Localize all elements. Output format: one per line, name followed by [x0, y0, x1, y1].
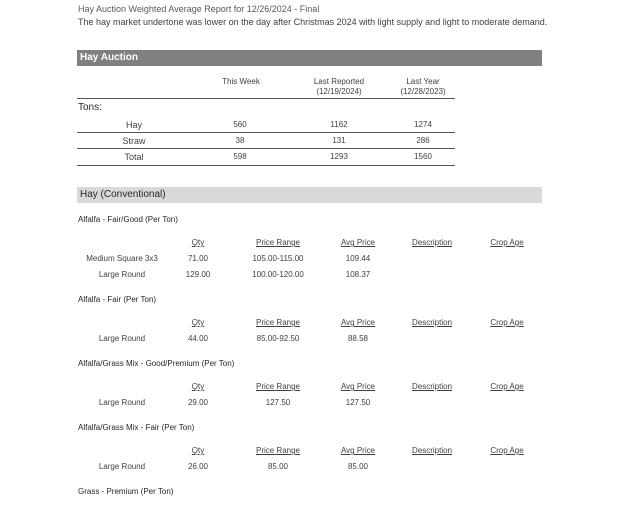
col-last-reported-label: Last Reported [313, 77, 365, 86]
item-type: Large Round [98, 462, 146, 471]
category-title: Alfalfa - Fair (Per Ton) [78, 295, 157, 304]
category-title: Alfalfa/Grass Mix - Good/Premium (Per Ton) [78, 359, 235, 368]
table-top-rule [77, 98, 455, 99]
straw-this-week: 38 [235, 136, 245, 145]
item-avg-price: 85.00 [347, 462, 369, 471]
avg-price-header: Avg Price [340, 382, 376, 391]
item-type: Medium Square 3x3 [86, 254, 158, 263]
price-range-header: Price Range [255, 318, 301, 327]
item-price-range: 85.00-92.50 [256, 334, 300, 343]
market-summary: The hay market undertone was lower on the day after Christmas 2024 with light supply and light to moderate demand. [78, 17, 548, 27]
item-qty: 26.00 [187, 462, 209, 471]
straw-last-reported: 131 [332, 136, 346, 145]
crop-age-header: Crop Age [490, 318, 524, 327]
avg-price-header: Avg Price [340, 446, 376, 455]
item-price-range: 85.00 [267, 462, 289, 471]
col-last-reported [299, 77, 379, 97]
item-avg-price: 127.50 [345, 398, 371, 407]
conventional-section-header [77, 187, 542, 203]
item-qty: 29.00 [187, 398, 209, 407]
qty-header: Qty [191, 446, 205, 455]
item-qty: 71.00 [187, 254, 209, 263]
item-avg-price: 88.58 [347, 334, 369, 343]
hay-auction-section-title: Hay Auction [80, 52, 138, 63]
conventional-section-title: Hay (Conventional) [80, 189, 166, 200]
item-avg-price: 108.37 [345, 270, 371, 279]
crop-age-header: Crop Age [490, 238, 524, 247]
straw-row-rule [77, 148, 455, 149]
item-qty: 44.00 [187, 334, 209, 343]
hay-row-rule [77, 132, 455, 133]
description-header: Description [411, 446, 452, 455]
description-header: Description [411, 238, 452, 247]
total-this-week: 598 [233, 152, 247, 161]
report-title: Hay Auction Weighted Average Report for 12/26/2024 - Final [78, 4, 320, 14]
crop-age-header: Crop Age [490, 382, 524, 391]
description-header: Description [411, 318, 452, 327]
crop-age-header: Crop Age [490, 446, 524, 455]
total-row-rule [77, 165, 455, 166]
total-last-reported: 1293 [330, 152, 348, 161]
description-header: Description [411, 382, 452, 391]
tons-label: Tons: [78, 102, 102, 113]
row-label-hay: Hay [125, 120, 142, 130]
category-title: Grass - Premium (Per Ton) [78, 487, 174, 496]
category-title: Alfalfa/Grass Mix - Fair (Per Ton) [78, 423, 195, 432]
item-qty: 129.00 [185, 270, 211, 279]
item-price-range: 127.50 [265, 398, 291, 407]
avg-price-header: Avg Price [340, 238, 376, 247]
hay-auction-section-header [77, 50, 542, 66]
qty-header: Qty [191, 382, 205, 391]
col-last-year-label: Last Year [406, 77, 440, 86]
col-last-reported-date: (12/19/2024) [316, 87, 362, 96]
price-range-header: Price Range [255, 382, 301, 391]
item-price-range: 100.00-120.00 [252, 270, 304, 279]
col-last-year [383, 77, 463, 97]
category-title: Alfalfa - Fair/Good (Per Ton) [78, 215, 178, 224]
item-type: Large Round [98, 270, 146, 279]
row-label-total: Total [124, 152, 144, 162]
col-this-week: This Week [222, 77, 260, 86]
avg-price-header: Avg Price [340, 318, 376, 327]
item-type: Large Round [98, 398, 146, 407]
item-avg-price: 109.44 [345, 254, 371, 263]
price-range-header: Price Range [255, 238, 301, 247]
row-label-straw: Straw [122, 136, 146, 146]
price-range-header: Price Range [255, 446, 301, 455]
item-price-range: 105.00-115.00 [252, 254, 304, 263]
hay-this-week: 560 [233, 120, 247, 129]
total-last-year: 1560 [414, 152, 432, 161]
hay-last-reported: 1162 [330, 120, 348, 129]
col-last-year-date: (12/28/2023) [400, 87, 446, 96]
qty-header: Qty [191, 238, 205, 247]
straw-last-year: 286 [416, 136, 430, 145]
item-type: Large Round [98, 334, 146, 343]
qty-header: Qty [191, 318, 205, 327]
hay-last-year: 1274 [414, 120, 432, 129]
